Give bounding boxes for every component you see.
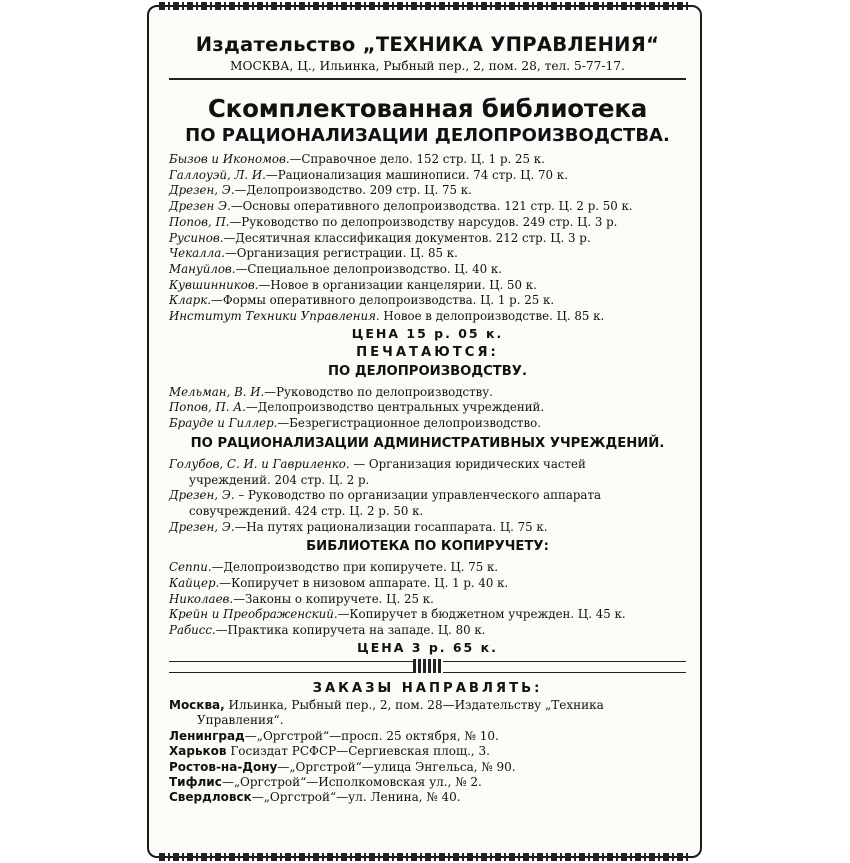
printing-subheading-1: ПО ДЕЛОПРОИЗВОДСТВУ. <box>328 363 527 379</box>
list-item <box>169 576 686 592</box>
item-author: Николаев. <box>169 591 234 606</box>
orders-line <box>169 744 686 759</box>
list-item <box>169 623 686 639</box>
page-content <box>169 21 686 806</box>
item-author: Бызов и Икономов. <box>169 152 290 166</box>
item-author: Голубов, С. И. и Гавриленко. <box>169 456 350 471</box>
item-text: —Безрегистрационное делопроизводство. <box>277 416 541 431</box>
item-author: Мануйлов. <box>169 261 236 276</box>
item-author: Рабисс. <box>169 623 216 638</box>
item-text: – Руководство по организации управленческого аппарата <box>234 488 602 503</box>
item-text: —Рационализация машинописи. 74 стр. Ц. 70 к. <box>265 167 568 182</box>
item-text: Новое в делопроизводстве. Ц. 85 к. <box>379 309 605 324</box>
item-author: Галлоуэй, Л. И. <box>169 167 266 182</box>
orders-city: Свердловск <box>169 790 252 805</box>
orders-address: Ильинка, Рыбный пер., 2, пом. 28—Издательству „Техника <box>224 697 604 712</box>
item-text: —Копиручет в низовом аппарате. Ц. 1 р. 40 к. <box>219 576 509 591</box>
advertisement-frame <box>147 5 702 858</box>
orders-address: —„Оргстрой“—ул. Ленина, № 40. <box>251 790 461 805</box>
section-divider <box>169 661 686 673</box>
item-author: Русинов. <box>169 230 224 245</box>
library-price: ЦЕНА 15 р. 05 к. <box>351 325 504 341</box>
printing-list-2 <box>169 457 686 536</box>
list-item <box>169 199 686 215</box>
list-item <box>169 278 686 294</box>
item-text: учреждений. 204 стр. Ц. 2 р. <box>189 472 370 487</box>
orders-city: Ленинград <box>169 728 245 743</box>
orders-line <box>169 729 686 744</box>
copy-price: ЦЕНА 3 р. 65 к. <box>357 639 498 655</box>
orders-heading: ЗАКАЗЫ НАПРАВЛЯТЬ: <box>312 680 543 696</box>
item-text: —Формы оперативного делопроизводства. Ц. 1 р. 25 к. <box>211 293 555 308</box>
printing-heading: ПЕЧАТАЮТСЯ: <box>356 344 499 360</box>
item-author: Мельман, В. И. <box>169 384 265 399</box>
item-author: Дрезен, Э. <box>169 488 235 503</box>
page-title: Скомплектованная библиотека <box>207 94 648 123</box>
item-author: Кларк. <box>169 293 212 308</box>
item-text: —Законы о копиручете. Ц. 25 к. <box>233 591 434 606</box>
item-text: —Основы оперативного делопроизводства. 121 стр. Ц. 2 р. 50 к. <box>230 199 633 214</box>
orders-list <box>169 698 686 806</box>
item-text: —Специальное делопроизводство. Ц. 40 к. <box>235 261 503 276</box>
item-author: Дрезен, Э. <box>169 519 235 534</box>
list-item <box>169 592 686 608</box>
orders-address: —„Оргстрой“—просп. 25 октября, № 10. <box>244 728 499 743</box>
item-text: —Практика копиручета на западе. Ц. 80 к. <box>215 623 486 638</box>
item-author: Институт Техники Управления. <box>169 309 380 324</box>
item-author: Сеппи. <box>169 560 212 575</box>
printing-list-1 <box>169 385 686 432</box>
orders-address: —„Оргстрой“—Исполкомовская ул., № 2. <box>221 774 482 789</box>
printing-subheading-2: ПО РАЦИОНАЛИЗАЦИИ АДМИНИСТРАТИВНЫХ УЧРЕЖДЕНИЙ. <box>190 435 665 451</box>
item-author: Крейн и Преображенский. <box>169 607 338 622</box>
item-text: —Руководство по делопроизводству. <box>264 384 493 399</box>
orders-city: Москва, <box>169 697 225 712</box>
item-text: совучреждений. 424 стр. Ц. 2 р. 50 к. <box>189 503 424 518</box>
list-item <box>169 168 686 184</box>
item-text: —Делопроизводство при копиручете. Ц. 75 к. <box>211 560 499 575</box>
list-item <box>169 231 686 247</box>
list-item <box>169 607 686 623</box>
item-text: —Копиручет в бюджетном учрежден. Ц. 45 к. <box>337 607 626 622</box>
bottom-ornament <box>159 853 690 861</box>
list-item <box>169 152 686 168</box>
item-text: —Новое в организации канцелярии. Ц. 50 к. <box>258 277 537 292</box>
orders-line <box>169 760 686 775</box>
list-item <box>169 385 686 401</box>
list-item <box>169 309 686 325</box>
item-author: Кайцер. <box>169 576 220 591</box>
list-item-continuation <box>169 473 686 489</box>
orders-address: Госиздат РСФСР—Сергиевская площ., 3. <box>226 744 490 759</box>
item-text: —Десятичная классификация документов. 212 стр. Ц. 3 р. <box>223 230 591 245</box>
item-text: —Руководство по делопроизводству нарсудов. 249 стр. Ц. 3 р. <box>229 214 618 229</box>
item-text: —Делопроизводство. 209 стр. Ц. 75 к. <box>234 183 472 198</box>
item-author: Дрезен Э. <box>169 199 231 214</box>
list-item <box>169 488 686 504</box>
list-item-continuation <box>169 504 686 520</box>
copy-list <box>169 560 686 639</box>
list-item <box>169 520 686 536</box>
publisher-address: МОСКВА, Ц., Ильинка, Рыбный пер., 2, пом. 28, тел. 5-77-17. <box>230 59 625 73</box>
orders-line <box>169 790 686 805</box>
divider-ornament <box>413 659 443 673</box>
item-text: — Организация юридических частей <box>349 456 586 471</box>
item-author: Чекалла. <box>169 246 225 261</box>
list-item <box>169 560 686 576</box>
list-item <box>169 246 686 262</box>
page-subtitle: ПО РАЦИОНАЛИЗАЦИИ ДЕЛОПРОИЗВОДСТВА. <box>185 125 670 146</box>
orders-city: Харьков <box>169 744 227 759</box>
top-ornament <box>159 2 690 10</box>
item-text: —Справочное дело. 152 стр. Ц. 1 р. 25 к. <box>289 152 545 166</box>
list-item <box>169 293 686 309</box>
item-text: —Организация регистрации. Ц. 85 к. <box>224 246 458 261</box>
header-rule <box>169 78 686 80</box>
item-author: Кувшинников. <box>169 277 259 292</box>
list-item <box>169 416 686 432</box>
list-item <box>169 183 686 199</box>
list-item <box>169 215 686 231</box>
list-item <box>169 400 686 416</box>
publisher-name: Издательство „ТЕХНИКА УПРАВЛЕНИЯ“ <box>195 33 660 56</box>
orders-address: —„Оргстрой“—улица Энгельса, № 90. <box>277 759 516 774</box>
orders-city: Ростов-на-Дону <box>169 759 278 774</box>
orders-line <box>169 775 686 790</box>
item-text: —На путях рационализации госаппарата. Ц. 75 к. <box>234 519 548 534</box>
orders-city: Тифлис <box>169 774 222 789</box>
orders-line <box>169 698 686 713</box>
list-item <box>169 262 686 278</box>
item-author: Попов, П. А. <box>169 400 246 415</box>
item-author: Дрезен, Э. <box>169 183 235 198</box>
item-author: Брауде и Гиллер. <box>169 416 278 431</box>
list-item <box>169 457 686 473</box>
item-author: Попов, П. <box>169 214 230 229</box>
library-list <box>169 152 686 325</box>
item-text: —Делопроизводство центральных учреждений. <box>245 400 545 415</box>
orders-line-continuation: Управления“. <box>197 713 284 728</box>
copy-heading: БИБЛИОТЕКА ПО КОПИРУЧЕТУ: <box>306 539 549 555</box>
